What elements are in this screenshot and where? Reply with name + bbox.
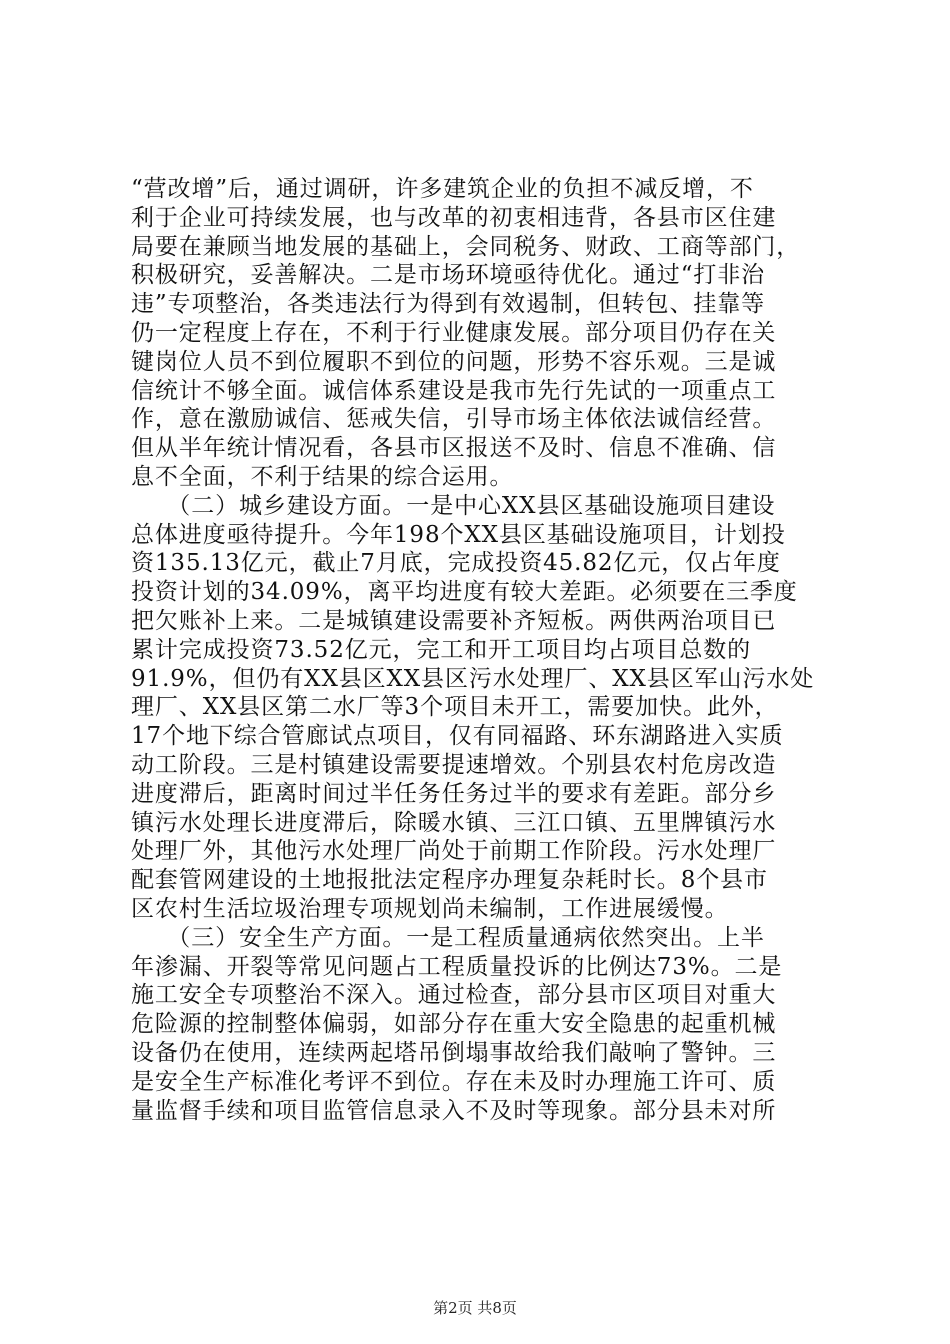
text-line: 量监督手续和项目监管信息录入不及时等现象。部分县未对所 <box>131 1097 777 1124</box>
text-line: 投资计划的34.09%，离平均进度有较大差距。必须要在三季度 <box>131 579 798 606</box>
text-line: 危险源的控制整体偏弱，如部分存在重大安全隐患的起重机械 <box>131 1011 777 1038</box>
text-line: 理厂、XX县区第二水厂等3个项目未开工，需要加快。此外， <box>131 694 779 721</box>
text-line: 年渗漏、开裂等常见问题占工程质量投诉的比例达73%。二是 <box>131 953 783 980</box>
text-line: 总体进度亟待提升。今年198个XX县区基础设施项目，计划投 <box>131 521 786 548</box>
page-number-footer: 第2页 共8页 <box>433 1299 517 1317</box>
text-line: 镇污水处理长进度滞后，除暖水镇、三江口镇、五里牌镇污水 <box>131 809 777 836</box>
text-line: 资135.13亿元，截止7月底，完成投资45.82亿元，仅占年度 <box>131 550 781 577</box>
text-line: 动工阶段。三是村镇建设需要提速增效。个别县农村危房改造 <box>131 751 777 778</box>
text-line: 是安全生产标准化考评不到位。存在未及时办理施工许可、质 <box>131 1068 777 1095</box>
text-line: 利于企业可持续发展，也与改革的初衷相违背，各县市区住建 <box>131 204 777 231</box>
text-line: 区农村生活垃圾治理专项规划尚未编制，工作进展缓慢。 <box>131 895 729 922</box>
text-line: 违”专项整治，各类违法行为得到有效遏制，但转包、挂靠等 <box>131 291 766 318</box>
text-line: 处理厂外，其他污水处理厂尚处于前期工作阶段。污水处理厂 <box>131 838 777 865</box>
text-line: 仍一定程度上存在，不利于行业健康发展。部分项目仍存在关 <box>131 319 777 346</box>
text-line: 键岗位人员不到位履职不到位的问题，形势不容乐观。三是诚 <box>131 348 777 375</box>
text-line: 但从半年统计情况看，各县市区报送不及时、信息不准确、信 <box>131 435 777 462</box>
text-line: 局要在兼顾当地发展的基础上，会同税务、财政、工商等部门， <box>131 233 801 260</box>
text-line: （二）城乡建设方面。一是中心XX县区基础设施项目建设 <box>131 492 776 519</box>
body-text <box>131 175 831 1125</box>
text-line: 信统计不够全面。诚信体系建设是我市先行先试的一项重点工 <box>131 377 777 404</box>
text-line: （三）安全生产方面。一是工程质量通病依然突出。上半 <box>131 924 765 951</box>
text-line: 91.9%，但仍有XX县区XX县区污水处理厂、XX县区军山污水处 <box>131 665 815 692</box>
text-line: “营改增”后，通过调研，许多建筑企业的负担不减反增，不 <box>131 176 754 202</box>
text-line: 设备仍在使用，连续两起塔吊倒塌事故给我们敲响了警钟。三 <box>131 1039 777 1066</box>
text-line: 施工安全专项整治不深入。通过检查，部分县市区项目对重大 <box>131 982 777 1009</box>
text-line: 进度滞后，距离时间过半任务任务过半的要求有差距。部分乡 <box>131 780 777 807</box>
text-line: 17个地下综合管廊试点项目，仅有同福路、环东湖路进入实质 <box>131 723 784 750</box>
text-line: 累计完成投资73.52亿元，完工和开工项目均占项目总数的 <box>131 636 752 663</box>
text-line: 配套管网建设的土地报批法定程序办理复杂耗时长。8个县市 <box>131 867 768 894</box>
text-line: 息不全面，不利于结果的综合运用。 <box>131 463 514 490</box>
text-line: 积极研究，妥善解决。二是市场环境亟待优化。通过“打非治 <box>131 262 766 289</box>
text-line: 作，意在激励诚信、惩戒失信，引导市场主体依法诚信经营。 <box>131 406 777 433</box>
text-line: 把欠账补上来。二是城镇建设需要补齐短板。两供两治项目已 <box>131 607 777 634</box>
